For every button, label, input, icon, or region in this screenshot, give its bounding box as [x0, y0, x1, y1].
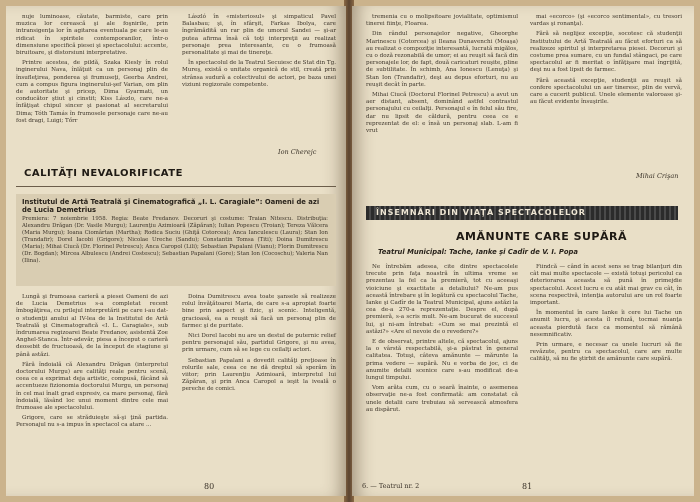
left-body-column-2	[182, 294, 336, 397]
paragraph: mai «ecorco» (şi «ecorco sentimental», cu tresori vardas şi ronanţa).	[530, 14, 682, 28]
paragraph: Mihai Ciucă (Doctorul Florinel Petrescu) a avut un aer distant, absent, dominând astfel contrastul personajului cu ceilalţi. Personajul e în felul său fire, dar nu lipsit de căldură, pentru ceea ce e reprezentat de el: e însă un personaj slab. L-am fi vrut	[366, 92, 518, 135]
divider	[16, 186, 336, 187]
right-page	[352, 6, 694, 496]
right-section-subtitle: Teatrul Municipal: Tache, Ianke şi Cadîr de V. I. Popa	[378, 248, 578, 256]
paragraph: Fără să neglijez excepţie, socotesc că studenţii Institutului de Artă Teatrală au făcut eforturi ca să realizeze spiritul şi interpretarea piesei. Decoruri şi costume prea sumare, cu un fundal stângaci, pe care spectacolul ar fi meritat o înfăţişare mai îngrijită, deşi nu a fost lipsit de farmec.	[530, 31, 682, 74]
paragraph: Ne întrebăm adesea, cite dintre spectacolele trecute prin faţa noastră în ultima vreme se prezentau la fel ca la premieră, tot cu aceeaşi vioiciune şi exactitate a detaliului? Ne-am pus această întrebare şi în legătură cu spectacolul Tache, Ianke şi Cadîr de la Teatrul Municipal, ajuns astăzi la cea de-a 270-a reprezentaţie. Despre el, după premieră, s-a scris mult. Ne-am bucurat de succesul lui, şi ni-am întrebat: «Cum se mai prezintă el astăzi?» «Are el nevoie de o revedere?»	[366, 264, 518, 335]
right-body-column-2	[530, 264, 682, 367]
left-page	[6, 6, 346, 496]
left-top-signature: Ion Cherejc	[278, 148, 317, 156]
right-page-number: 81	[522, 482, 533, 491]
paragraph: László în «misteriosul» şi simpaticul Pavel Balasbau; şi, în sfârşit, Farkas Ibolya, care îngrămădită un rar plin de umorul Sandei — şi-ar putea afirma însă că toţi interpreţii au realizat personaje prea interesante, cu o frumoasă personalitate şi mai de tinereţe.	[182, 14, 336, 57]
right-section-title: AMĂNUNTE CARE SUPĂRĂ	[456, 230, 627, 243]
left-page-number: 80	[204, 482, 215, 491]
paragraph: Lungă şi frumoasa carieră a piesei Oameni de azi de Lucia Demetrius s-a completat recent îmbogăţirea, cu prilejul interpretării pe care i-au dat-o studenţii anului al IV-lea de la Institutul de Artă Teatrală şi Cinematografică «I. L. Caragiale», sub îndrumarea regizoarei Beate Fredanov, asistentă Zoe Anghel-Stanca. Într-adevăr, piesa a început o carieră deosebit de fructuoasă, de la început de stagiune şi până astăzi.	[16, 294, 168, 358]
paragraph: Doina Dumitrescu avea toate şansele să realizeze rolul învăţătoarei Maria, de care s-a apropiat foarte bine prin aspect şi fizic, şi scenic. Inteligentă, gracioasă, ea a reuşit să facă un personaj plin de farmec şi de puritate.	[182, 294, 336, 329]
paragraph: Printre acestea, de pildă, Szaka Kiesly în rolul inginerului Nava, înlăţuit ca un personaj plin de însufleţirea, ponderea şi frumuseţi, Geerba Andrei, cum a compus figura inginerului-şef Varian, om plin de autoritate şi pricep, Dima Gyarmati, un conducător ştiut şi cinstit; Kiss Lászlo, care ne-a înfăţişat chipul sincer şi pasionat al secretarului Dima; Tóth Tamás în frumosele personaje care ne-au fost dragi, Luigi; Tőrr	[16, 60, 168, 124]
right-body-column-1	[366, 264, 518, 417]
paragraph: Vom arăta cum, cu o seară înainte, o asemenea observaţie ne-a fost confirmată: am constatat că unele detalii care trebuiau să servească atmosfera au dispărut.	[366, 385, 518, 413]
paragraph: Grigore, care se străduieşte să-şi ţină partida. Personajul nu s-a impus în spectacol ca atare ...	[16, 415, 168, 429]
paragraph: tremenia cu o molipsitoare jovialitate, optimismul tinerei fiinţe, Floarea.	[366, 14, 518, 28]
banner-text: ÎNSEMNĂRI DIN VIAŢA SPECTACOLELOR	[376, 208, 586, 217]
paragraph: nuje luminoase, căutate, barmiste, care prin muzica lor cerească şi ale foşnirile, prin intransigenţa lor în agitarea eventuala pe care le-au ridicat în spiritele contemporanilor, într-o dimensiune specifică piesei şi spectacolului: accente, biruitoare, şi distorsiuni interpretative.	[16, 14, 168, 57]
left-top-column-2	[182, 14, 336, 92]
paragraph: Fiindcă — când în acest sens se trag bilanţuri din cât mai multe spectacole — există totuşi pericolul ca deteriorarea aceasta să pună în primejdie spectacolul. Acest lucru e cu atât mai grav cu cât, în scena respectivă, intenţia autorului are un rol foarte important.	[530, 264, 682, 307]
page-footer: 6. — Teatrul nr. 2	[362, 482, 420, 490]
paragraph: Sebastian Papalani a dovedit calităţi preţioase în rolurile sale, ceea ce ne dă dreptul să sperăm în viitor; prin Laurenţiu Azimioară, interpretul lui Zăpăran, şi prin Anca Caropol a ieşit la iveală o pereche de comici.	[182, 357, 336, 393]
paragraph: Prin urmare, e necesar ca unele lucruri să fie revăzute, pentru ca spectacolul, care are multe calităţi, să nu fie ştirbit de amănunte care supără.	[530, 342, 682, 363]
left-section-title: CALITĂŢI NEVALORIFICATE	[24, 168, 183, 179]
section-banner	[366, 206, 678, 220]
paragraph: E de observat, printre altele, că spectacolul, ajuns la o vârstă respectabilă, şi-a păstrat în general calitatea. Totuşi, câteva amănunte — mărunte la prima vedere — supără. Nu e vorba de joc, ci de anumite detalii scenice care s-au modificat de-a lungul timpului.	[366, 339, 518, 382]
paragraph: Din rândul personajelor negative, Gheorghe Marinescu (Cotorcea) şi Ileana Dunavenchi (Moaşa) au realizat o compoziţie interesantă, lucrată migălos, cu o doză rezonabilă de umor; ei au reuşit să facă din personajele lor, de fapt, două caricaturi reuşite, pline de subtilitate. În schimb, Ana Ionescu (Lenuţa) şi Stan Ion (Trandafir), deşi au depus eforturi, nu au reuşit decât în parte.	[366, 31, 518, 88]
left-body-column-1	[16, 294, 168, 433]
left-section-subtitle: Institutul de Artă Teatrală şi Cinematografică „I. L. Caragiale”: Oameni de azi de Lucia Demetrius	[22, 198, 320, 214]
paragraph: Fără această excepţie, studenţii au reuşit să confere spectacolului un aer tineresc, plin de vervă, care a cucerit publicul. Unele elemente valoroase şi-au făcut evidente însuşirile.	[530, 77, 682, 106]
cast-credits: Premiera: 7 noiembrie 1958. Regia: Beate Fredanov. Decoruri şi costume: Traian Nitescu. Distribuţia: Alexandru Drăgan (Dr. Vasile Murgu); Laurenţiu Azimioară (Zăpăran); Iulian Popescu (Troian); Tereza Vălcera (Maria Murgu); Ioana Ciomârtan (Martha); Rodica Suciu (Ghiţă Cotorcea); Anca Ianculescu (Laura); Stan Ion (Trandafir); Dorel Iacobi (Grigore); Nicolae Ureche (Sandu); Constantin Tomsa (Titi); Doina Dumitrescu (Maria); Mihai Ciucă (Dr. Florinel Petrescu); Anca Caropol (Lili); Sebastian Papalani (Vianu); Florin Dumitrescu (Dr. Bogdan); Mircea Albulescu (Andrei Costescu); Sebastian Papalani (Gore); Stan Ion (Cocoschu); Valeria Nan (Ilina).	[22, 216, 328, 264]
paragraph: În momentul în care Ianke îi cere lui Tache un anumit lucru, şi acesta îl refuză, tocmai nuanţa aceasta pierdută face ca momentul să rămână nesemnificativ.	[530, 310, 682, 338]
left-top-column-1	[16, 14, 168, 128]
paragraph: Nici Dorel Iacobi nu are un destul de puternic relief pentru personajul său, partidul Grigore, şi nu avea, prin urmare, cum să se lege cu ceilalţi actori.	[182, 333, 336, 354]
right-top-column-1	[366, 14, 518, 138]
right-top-signature: Mihai Crişan	[636, 172, 679, 180]
right-top-column-2	[530, 14, 682, 109]
paragraph: În spectacolul de la Teatrul Secuiesc de Stat din Tg. Mureş, există o unitate organică de stil, creată prin strânsa sudură a colectivului de actori, pe baza unei viziuni regizorale competente.	[182, 60, 336, 88]
paragraph: Fără îndoială că Alexandru Drăgan (interpretul doctorului Murgu) are calităţi reale pentru scenă, ceea ce a exprimat deja artistic, compusă, făcând să accentueze fizionomia doctorului Murgu, un personaj în cel mai înalt grad expresiv, ca mare personaj, fără îndoială, lăsând loc unui moment dintre cele mai frumoase ale spectacolului.	[16, 361, 168, 412]
